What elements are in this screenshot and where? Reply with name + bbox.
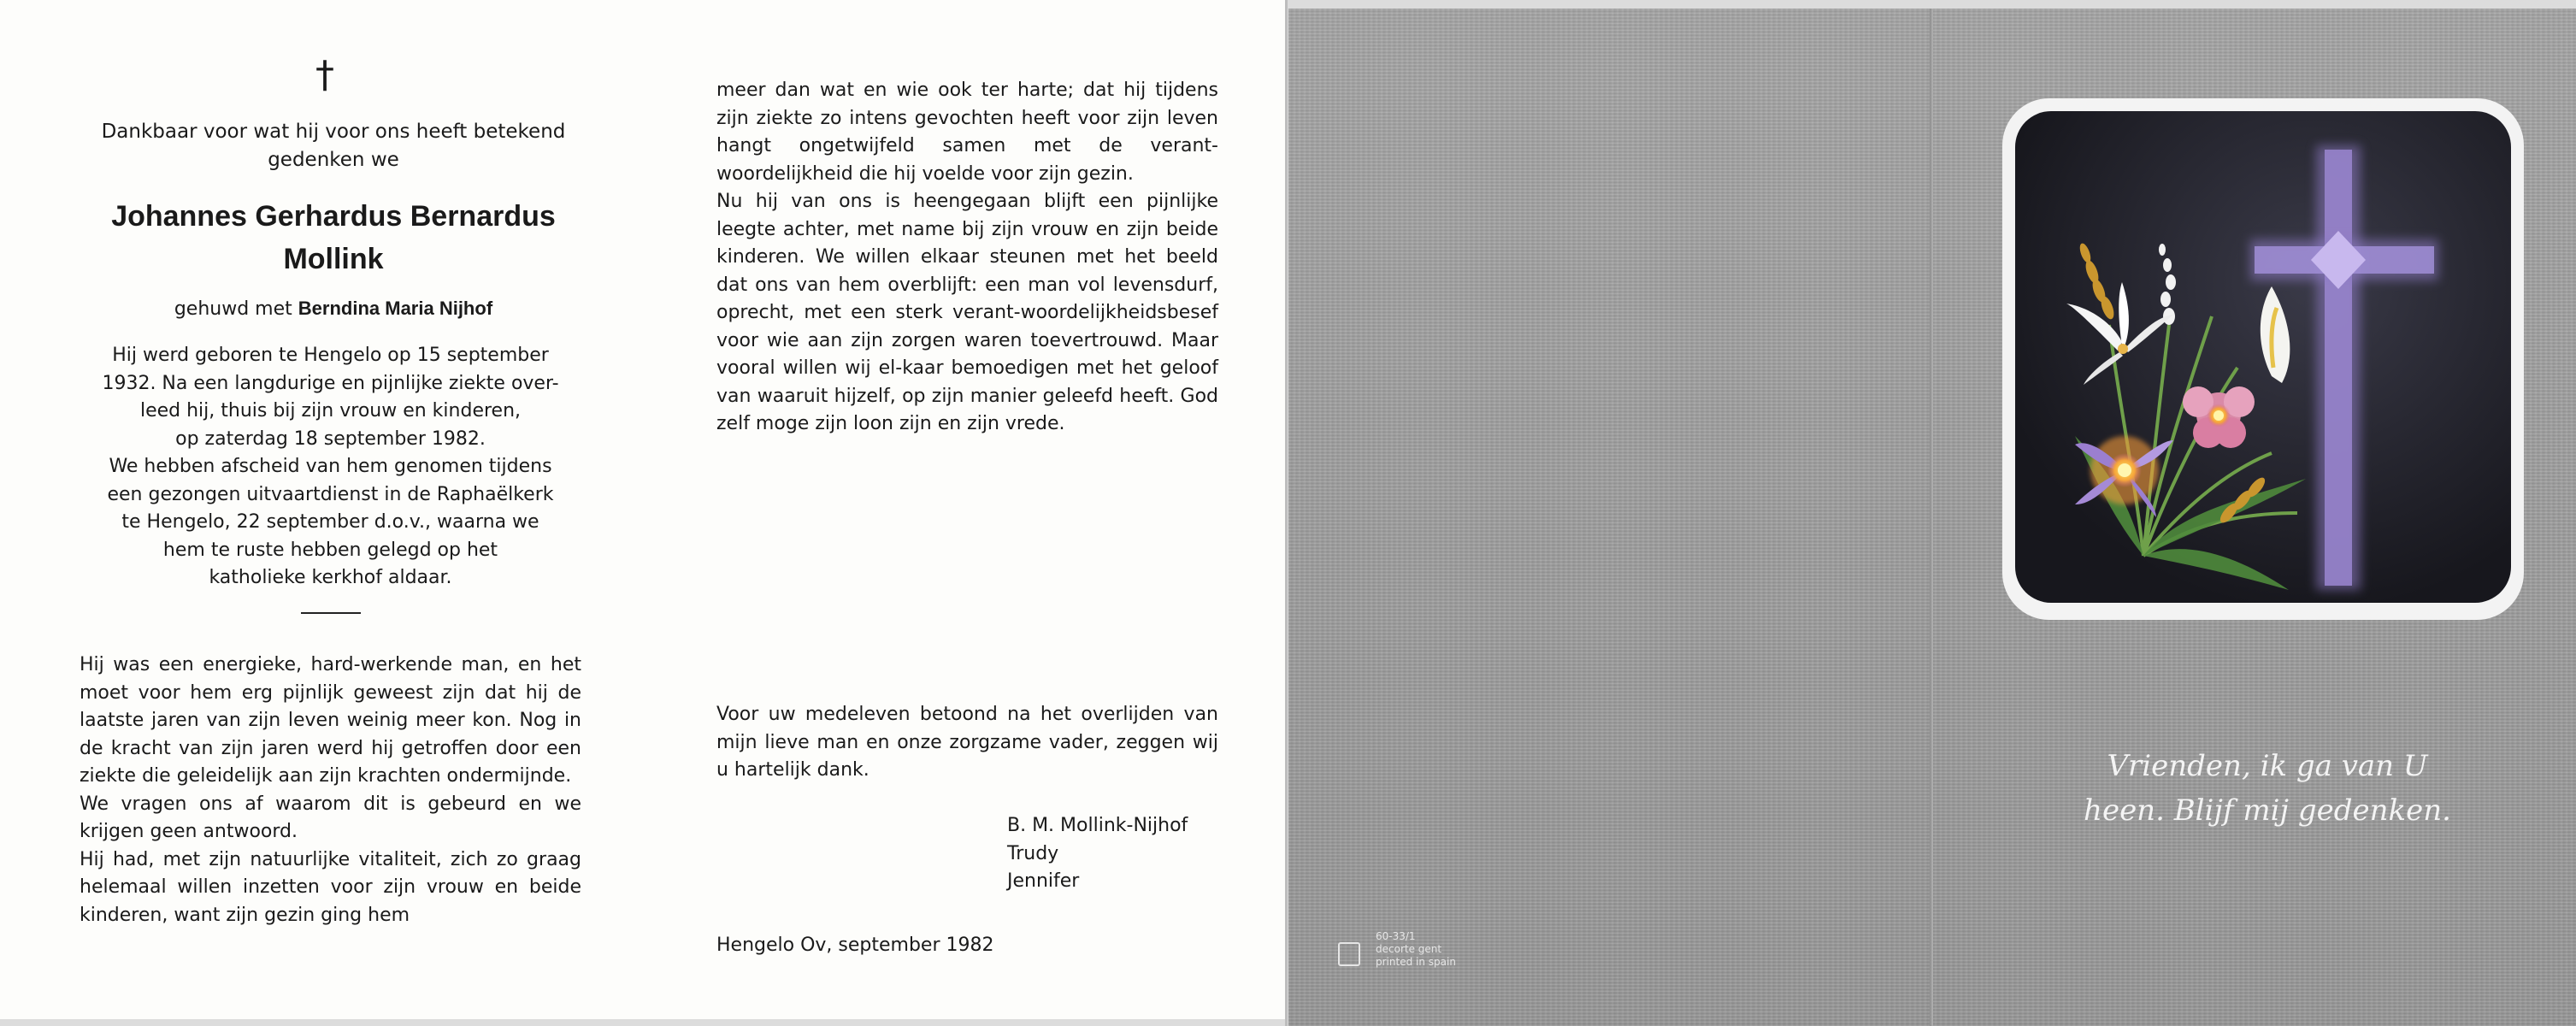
signatories bbox=[1007, 812, 1188, 896]
cover-verse bbox=[2079, 744, 2455, 833]
imprint-line: decorte gent bbox=[1376, 943, 1442, 955]
pink-flower-icon bbox=[2183, 386, 2255, 448]
name-line-2: Mollink bbox=[283, 243, 384, 275]
deceased-name bbox=[51, 195, 616, 280]
bio-line: op zaterdag 18 september 1982. bbox=[175, 428, 486, 450]
paragraph: Nu hij van ons is heengegaan blijft een pijnlijke leegte achter, met name bij zijn vrouw en zijn beide kinderen. We willen elkaar steunen met het beeld dat ons van hem overblijft: een man vol levensdurf, oprecht, met een sterk verant-woordelijkheidsbesef voor wie aan zijn zorgen waren toevertrouwd. Maar vooral willen wij el-kaar bemoedigen met het geloof van waaruit hijzelf, op zijn manier geleefd heeft. God zelf moge zijn loon zijn en zijn vrede. bbox=[716, 191, 1218, 434]
name-line-1: Johannes Gerhardus Bernardus bbox=[111, 200, 556, 233]
signer: Trudy bbox=[1007, 842, 1059, 864]
place-date: Hengelo Ov, september 1982 bbox=[716, 935, 994, 956]
bio-line: leed hij, thuis bij zijn vrouw en kinderen, bbox=[139, 400, 522, 422]
bio-line: 1932. Na een langdurige en pijnlijke ziekte over- bbox=[102, 372, 559, 394]
white-buds bbox=[2159, 244, 2176, 325]
bio-line: hem te ruste hebben gelegd op het bbox=[162, 539, 498, 561]
cover-picture-frame bbox=[2002, 98, 2524, 620]
intro-text: Dankbaar voor wat hij voor ons heeft betekend gedenken we bbox=[101, 121, 566, 171]
married-line bbox=[51, 295, 616, 323]
bio-line: Hij werd geboren te Hengelo op 15 september bbox=[112, 345, 549, 366]
verse-line-2: heen. Blijf mij gedenken. bbox=[2084, 793, 2451, 828]
signer: B. M. Mollink-Nijhof bbox=[1007, 815, 1188, 836]
verse-line-1: Vrienden, ik ga van U bbox=[2107, 749, 2428, 783]
printer-imprint bbox=[1338, 930, 1456, 969]
bio-line: te Hengelo, 22 september d.o.v., waarna we bbox=[121, 511, 539, 533]
married-prefix: gehuwd met bbox=[174, 298, 292, 320]
spouse-name: Berndina Maria Nijhof bbox=[298, 298, 493, 319]
paragraph: meer dan wat en wie ook ter harte; dat hij tijdens zijn ziekte zo intens gevochten heeft voor zijn leven hangt ongetwijfeld samen met de verant-woordelijkheid die hij voelde voor zijn gezin. bbox=[716, 80, 1218, 185]
cover-fold-line bbox=[1930, 9, 1933, 1026]
memorial-text-left bbox=[80, 652, 581, 929]
thanks-text: Voor uw medeleven betoond na het overlijden van mijn lieve man en onze zorgzame vader, zeggen wij u hartelijk dank. bbox=[716, 704, 1218, 781]
divider-rule bbox=[301, 612, 361, 614]
bio-line: We hebben afscheid van hem genomen tijdens bbox=[109, 456, 552, 477]
paragraph: We vragen ons af waarom dit is gebeurd en we krijgen geen antwoord. bbox=[80, 793, 581, 842]
cross-and-flowers-picture bbox=[2015, 111, 2511, 603]
imprint-code: 60-33/1 bbox=[1376, 930, 1416, 942]
cross-flowers-illustration bbox=[2015, 111, 2511, 603]
white-lily-icon bbox=[2066, 282, 2173, 385]
printer-logo-icon bbox=[1338, 942, 1360, 966]
card-edge bbox=[1285, 0, 1288, 1026]
memorial-text-right bbox=[716, 77, 1218, 439]
biography-block bbox=[80, 342, 581, 593]
paragraph: Hij was een energieke, hard-werkende man, en het moet voor hem erg pijnlijk geweest zijn dat hij de laatste jaren van zijn leven weinig meer kon. Nog in de kracht van zijn jaren werd hij getroffen door een ziekte die geleidelijk aan zijn krachten ondermijnde. bbox=[80, 654, 581, 787]
bio-line: een gezongen uitvaartdienst in de Raphaëlkerk bbox=[107, 483, 554, 505]
cross-symbol: † bbox=[315, 53, 334, 97]
bio-line: katholieke kerkhof aldaar. bbox=[209, 567, 452, 588]
card-cover bbox=[1288, 9, 2576, 1026]
imprint-line: printed in spain bbox=[1376, 956, 1456, 968]
card-inside bbox=[0, 0, 1287, 1019]
calla-lily-icon bbox=[2261, 286, 2290, 383]
signer: Jennifer bbox=[1007, 870, 1080, 892]
paragraph: Hij had, met zijn natuurlijke vitaliteit, zich zo graag helemaal willen inzetten voor zijn vrouw en beide kinderen, want zijn gezin ging hem bbox=[80, 848, 581, 926]
